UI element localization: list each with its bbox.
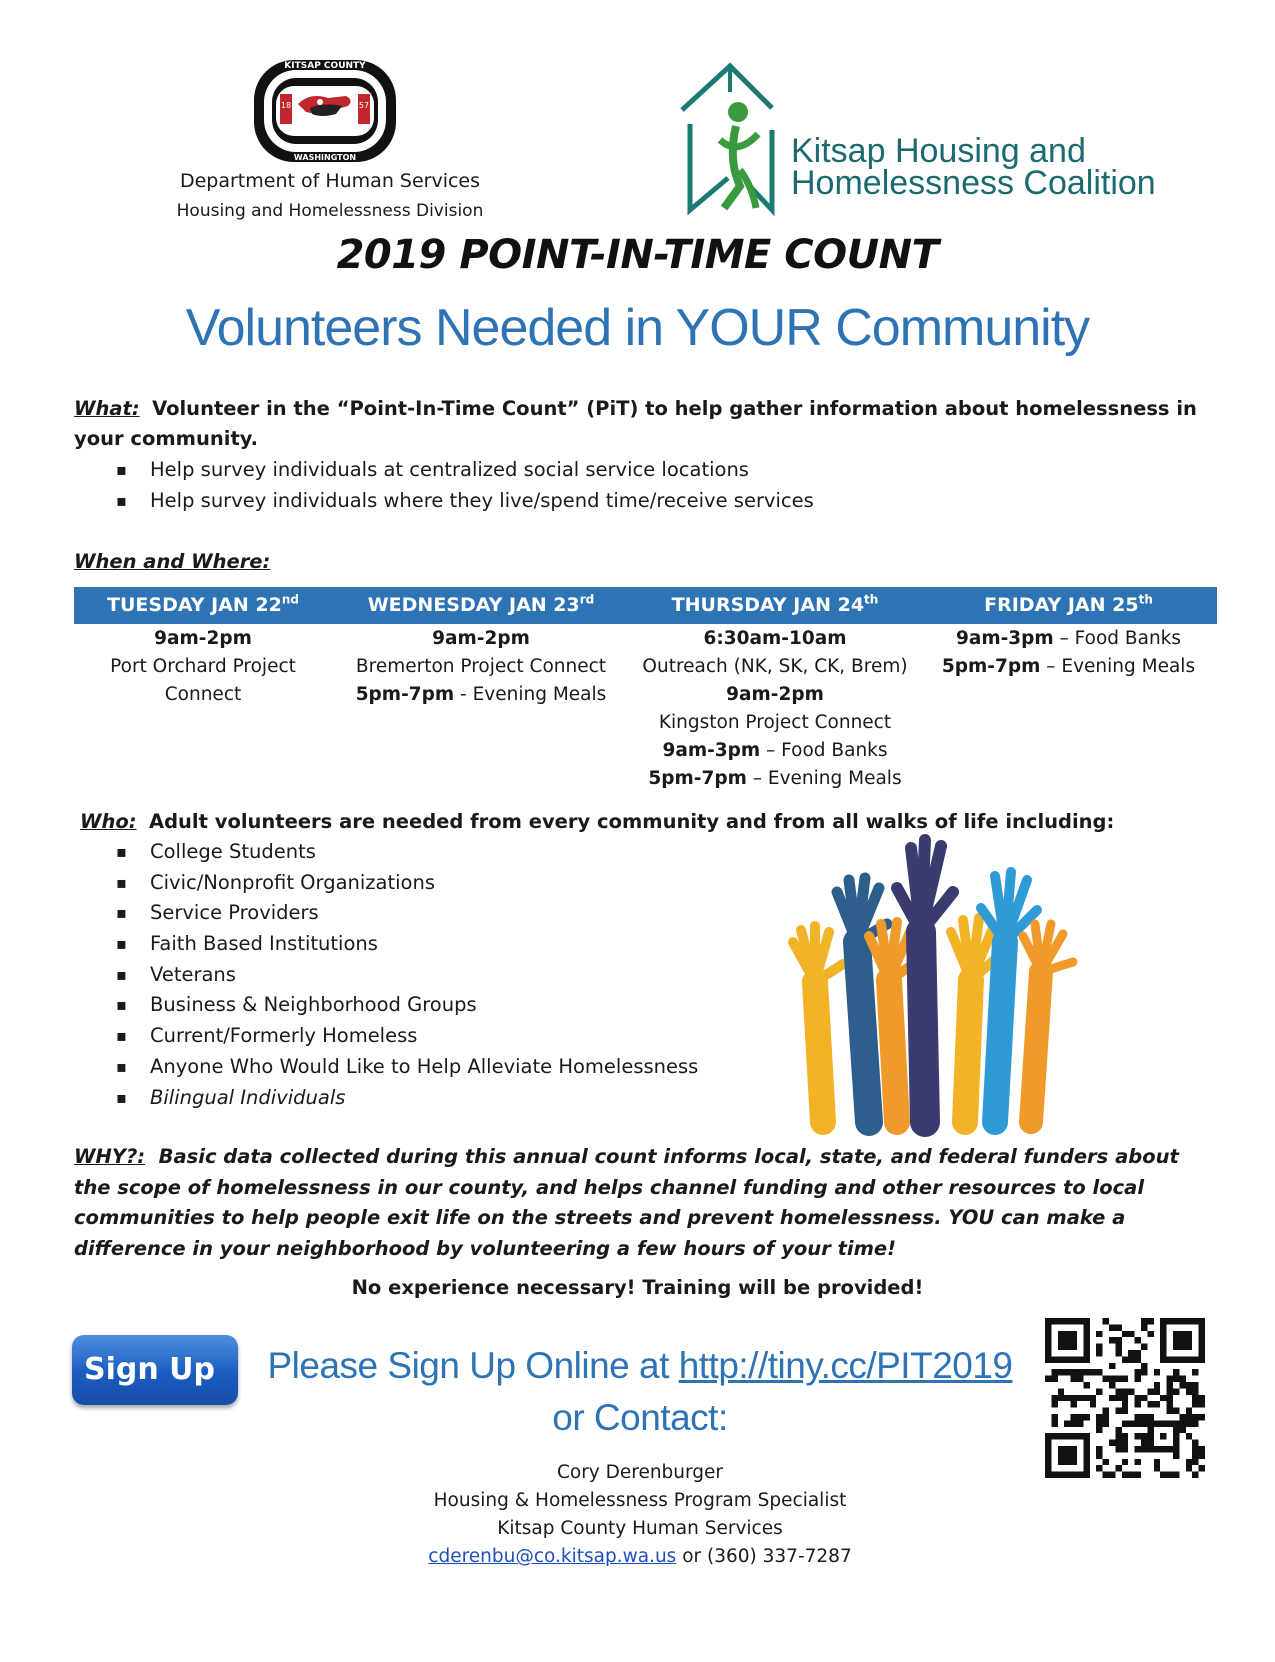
when-section <box>74 547 1214 577</box>
schedule-header <box>74 587 1217 624</box>
list-item: ▪ College Students <box>74 837 698 868</box>
who-label: Who: <box>80 810 137 833</box>
list-item: ▪ Help survey individuals where they live/spend time/receive services <box>74 486 814 517</box>
coalition-line2: Homelessness Coalition <box>791 164 1156 202</box>
page-title: 2019 POINT-IN-TIME COUNT <box>336 232 939 278</box>
coalition-line1: Kitsap Housing and <box>791 132 1086 170</box>
list-item: ▪ Current/Formerly Homeless <box>74 1021 698 1052</box>
coalition-logo <box>680 60 1156 220</box>
contact-phone: or (360) 337-7287 <box>676 1546 852 1567</box>
what-label: What: <box>74 397 140 420</box>
schedule-wednesday: 9am-2pm Bremerton Project Connect 5pm-7pm - Evening Meals <box>355 628 607 705</box>
why-section <box>74 1142 1214 1264</box>
qr-code[interactable] <box>1045 1318 1205 1478</box>
sign-up-label: Sign Up <box>84 1352 216 1387</box>
who-bullet-list <box>74 837 698 1113</box>
department-name: Department of Human Services <box>179 170 481 192</box>
cta-prefix: Please Sign Up Online at <box>267 1345 679 1386</box>
who-text: Adult volunteers are needed from every community and from all walks of life including: <box>149 810 1115 833</box>
day-header-thursday: THURSDAY JAN 24th <box>671 592 879 616</box>
no-experience-note: No experience necessary! Training will be provided! <box>351 1276 924 1299</box>
why-label: WHY?: <box>74 1145 146 1168</box>
county-seal-logo <box>250 56 400 166</box>
seal-top-text: KITSAP COUNTY <box>284 61 366 71</box>
contact-email-link[interactable]: cderenbu@co.kitsap.wa.us <box>428 1546 677 1567</box>
what-bullet-list <box>74 455 814 516</box>
signup-link[interactable]: http://tiny.cc/PIT2019 <box>678 1345 1013 1386</box>
contact-name: Cory Derenburger <box>556 1462 724 1483</box>
contact-title: Housing & Homelessness Program Specialist <box>433 1490 847 1511</box>
list-item: ▪ Business & Neighborhood Groups <box>74 990 698 1021</box>
schedule-tuesday: 9am-2pm Port Orchard Project Connect <box>110 628 296 705</box>
seal-bottom-text: WASHINGTON <box>293 153 357 162</box>
when-label: When and Where: <box>74 550 271 573</box>
contact-line <box>300 1543 980 1571</box>
list-item: ▪ Veterans <box>74 960 698 991</box>
list-item: ▪ Anyone Who Would Like to Help Alleviate Homelessness <box>74 1052 698 1083</box>
seal-year-right: 57 <box>358 101 370 110</box>
signup-online-line <box>200 1345 1080 1387</box>
why-text: Basic data collected during this annual count informs local, state, and federal funders about the scope of homelessness in our county, and helps channel funding and other resources to local communities to help people exit life on the streets and prevent homelessness. YOU can make a difference in your neighborhood by volunteering a few hours of your time! <box>74 1145 1179 1260</box>
day-header-friday: FRIDAY JAN 25th <box>984 592 1153 616</box>
what-text: Volunteer in the “Point-In-Time Count” (PiT) to help gather information about homelessness in your community. <box>74 397 1197 450</box>
day-header-tuesday: TUESDAY JAN 22nd <box>107 592 299 616</box>
page-subtitle: Volunteers Needed in YOUR Community <box>185 299 1090 357</box>
contact-org: Kitsap County Human Services <box>497 1518 783 1539</box>
schedule-thursday: 6:30am-10am Outreach (NK, SK, CK, Brem) 9am-2pm Kingston Project Connect 9am-3pm – Food Banks 5pm-7pm – Evening Meals <box>642 628 908 789</box>
or-contact-line: or Contact: <box>552 1397 728 1438</box>
raised-hands-illustration <box>785 832 1085 1124</box>
list-item: ▪ Service Providers <box>74 898 698 929</box>
seal-year-left: 18 <box>280 101 292 110</box>
play-arrow-icon <box>92 1427 108 1449</box>
what-section <box>74 394 1214 454</box>
day-header-wednesday: WEDNESDAY JAN 23rd <box>367 592 595 616</box>
schedule-friday: 9am-3pm – Food Banks 5pm-7pm – Evening Meals <box>941 628 1196 677</box>
list-item: ▪ Bilingual Individuals <box>74 1083 698 1114</box>
division-name: Housing and Homelessness Division <box>176 201 484 221</box>
list-item: ▪ Faith Based Institutions <box>74 929 698 960</box>
list-item: ▪ Civic/Nonprofit Organizations <box>74 868 698 899</box>
list-item: ▪ Help survey individuals at centralized social service locations <box>74 455 814 486</box>
